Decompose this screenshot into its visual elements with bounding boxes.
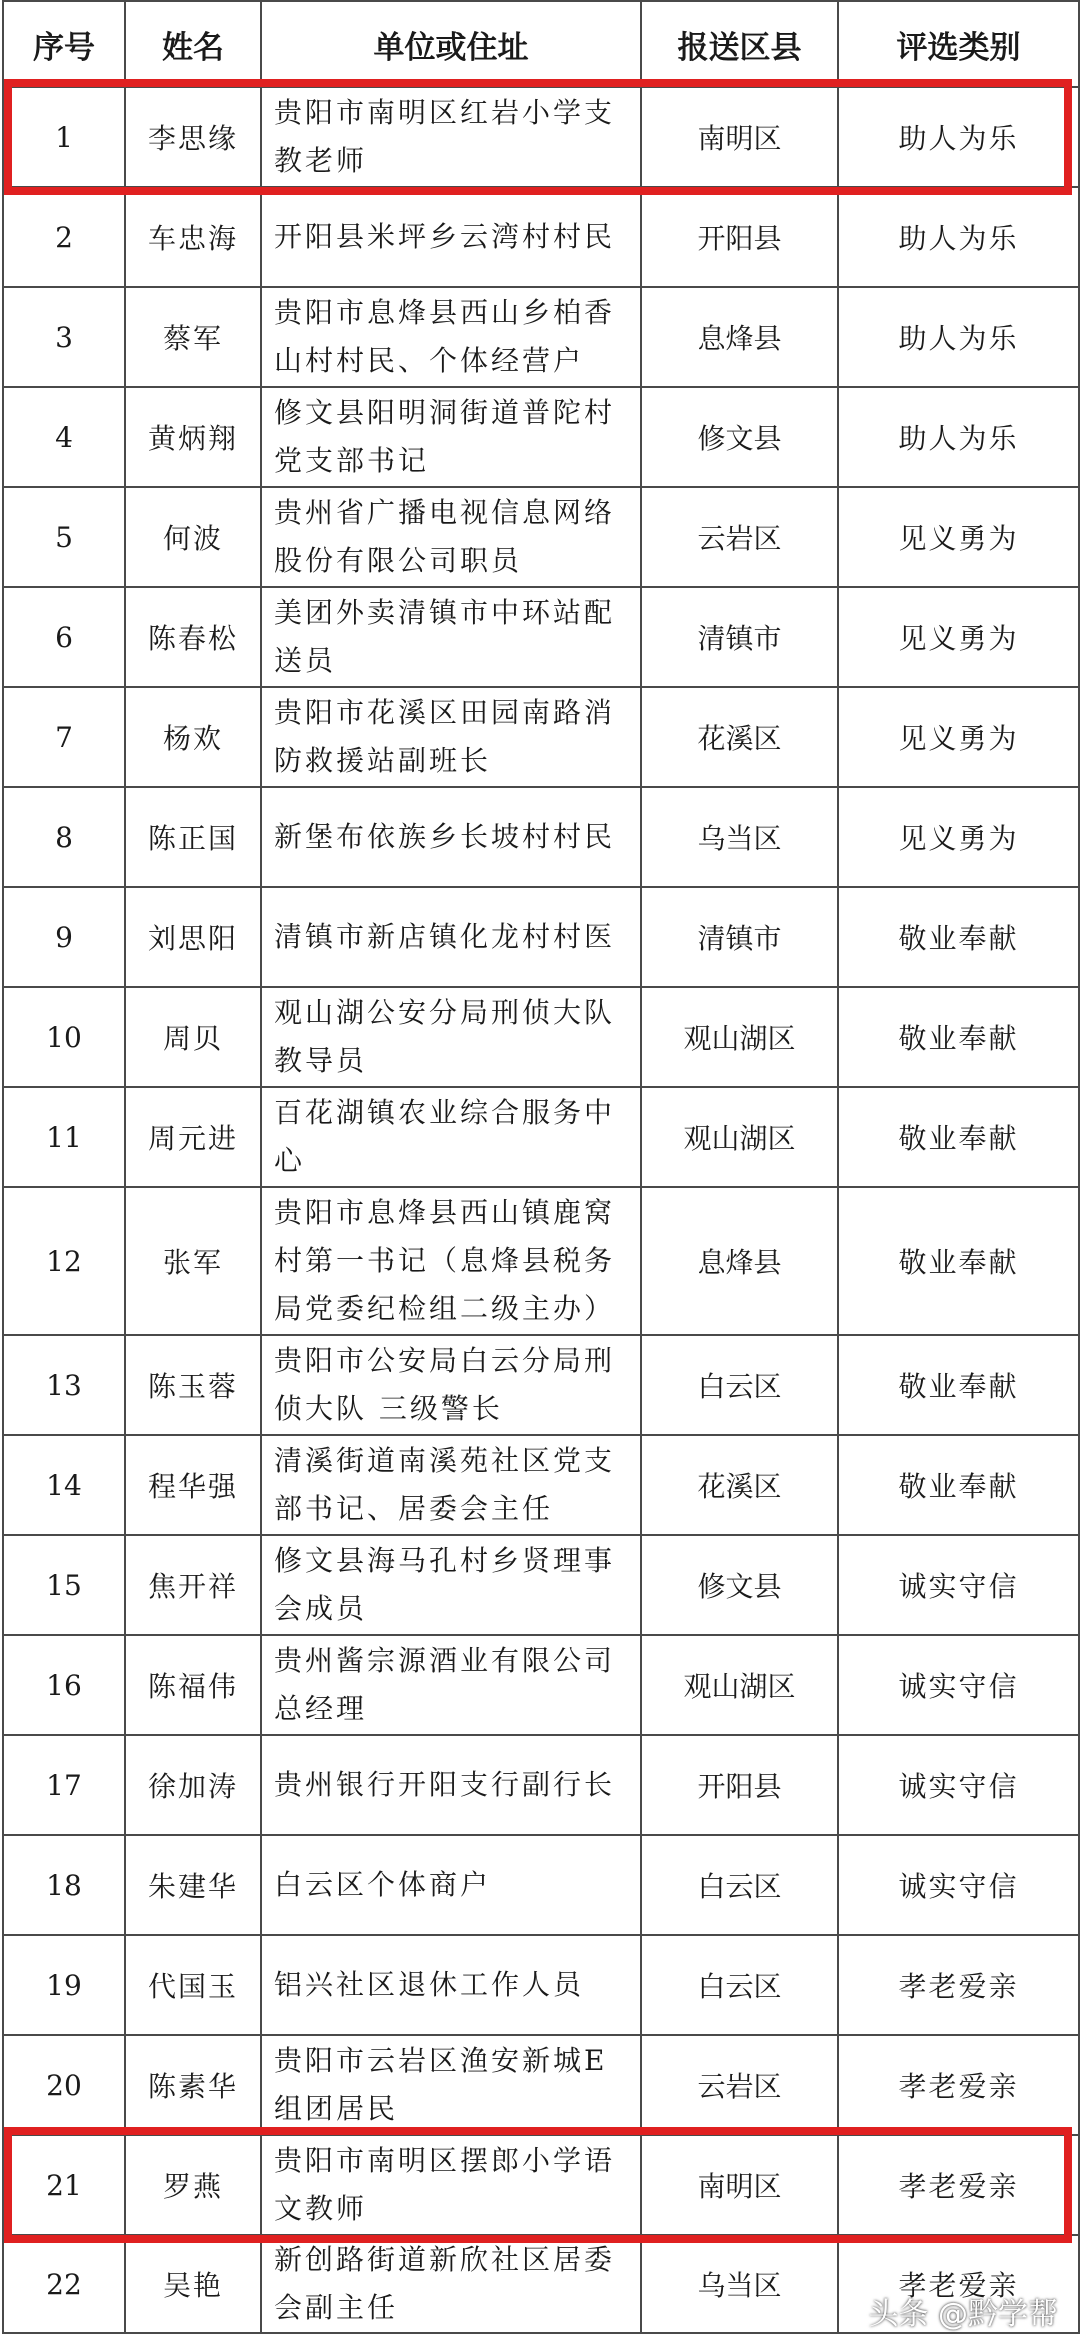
cell-district: 花溪区	[641, 1435, 838, 1535]
cell-category: 助人为乐	[838, 87, 1079, 187]
cell-district: 开阳县	[641, 187, 838, 287]
cell-unit: 铝兴社区退休工作人员	[261, 1935, 641, 2035]
cell-district: 花溪区	[641, 687, 838, 787]
table-row	[3, 1735, 1079, 1835]
header-unit: 单位或住址	[261, 1, 641, 87]
table-row	[3, 1635, 1079, 1735]
table-row	[3, 1187, 1079, 1335]
cell-unit: 开阳县米坪乡云湾村村民	[261, 187, 641, 287]
cell-district: 清镇市	[641, 887, 838, 987]
cell-name: 罗燕	[125, 2135, 261, 2235]
cell-unit: 贵州银行开阳支行副行长	[261, 1735, 641, 1835]
cell-district: 乌当区	[641, 787, 838, 887]
cell-no: 15	[3, 1535, 125, 1635]
table-row	[3, 787, 1079, 887]
cell-district: 云岩区	[641, 2035, 838, 2135]
cell-category: 见义勇为	[838, 587, 1079, 687]
cell-no: 20	[3, 2035, 125, 2135]
table-row	[3, 1335, 1079, 1435]
cell-name: 李思缘	[125, 87, 261, 187]
table-row	[3, 487, 1079, 587]
cell-no: 10	[3, 987, 125, 1087]
cell-district: 清镇市	[641, 587, 838, 687]
cell-category: 诚实守信	[838, 1535, 1079, 1635]
cell-unit: 贵州酱宗源酒业有限公司总经理	[261, 1635, 641, 1735]
cell-no: 18	[3, 1835, 125, 1935]
cell-no: 8	[3, 787, 125, 887]
cell-no: 19	[3, 1935, 125, 2035]
cell-no: 6	[3, 587, 125, 687]
cell-category: 诚实守信	[838, 1835, 1079, 1935]
cell-category: 见义勇为	[838, 687, 1079, 787]
cell-unit: 清溪街道南溪苑社区党支部书记、居委会主任	[261, 1435, 641, 1535]
cell-name: 焦开祥	[125, 1535, 261, 1635]
cell-no: 22	[3, 2235, 125, 2333]
cell-unit: 贵州省广播电视信息网络股份有限公司职员	[261, 487, 641, 587]
cell-name: 黄炳翔	[125, 387, 261, 487]
cell-name: 吴艳	[125, 2235, 261, 2333]
cell-district: 息烽县	[641, 1187, 838, 1335]
table-body	[3, 87, 1079, 2333]
cell-category: 敬业奉献	[838, 1187, 1079, 1335]
cell-name: 张军	[125, 1187, 261, 1335]
cell-category: 敬业奉献	[838, 887, 1079, 987]
cell-category: 见义勇为	[838, 487, 1079, 587]
cell-category: 敬业奉献	[838, 1335, 1079, 1435]
cell-name: 何波	[125, 487, 261, 587]
cell-no: 13	[3, 1335, 125, 1435]
table-row	[3, 287, 1079, 387]
cell-category: 敬业奉献	[838, 1087, 1079, 1187]
cell-no: 9	[3, 887, 125, 987]
table-row	[3, 1835, 1079, 1935]
cell-district: 白云区	[641, 1335, 838, 1435]
cell-name: 杨欢	[125, 687, 261, 787]
header-name: 姓名	[125, 1, 261, 87]
cell-district: 观山湖区	[641, 1635, 838, 1735]
cell-category: 孝老爱亲	[838, 2135, 1079, 2235]
cell-name: 蔡军	[125, 287, 261, 387]
cell-no: 7	[3, 687, 125, 787]
table-row	[3, 187, 1079, 287]
table-row	[3, 587, 1079, 687]
cell-category: 诚实守信	[838, 1735, 1079, 1835]
cell-unit: 修文县海马孔村乡贤理事会成员	[261, 1535, 641, 1635]
cell-name: 陈正国	[125, 787, 261, 887]
cell-no: 16	[3, 1635, 125, 1735]
cell-no: 1	[3, 87, 125, 187]
cell-no: 12	[3, 1187, 125, 1335]
cell-district: 修文县	[641, 387, 838, 487]
table-row	[3, 887, 1079, 987]
table-row	[3, 87, 1079, 187]
cell-district: 南明区	[641, 87, 838, 187]
cell-district: 白云区	[641, 1935, 838, 2035]
cell-district: 观山湖区	[641, 987, 838, 1087]
cell-name: 刘思阳	[125, 887, 261, 987]
header-district: 报送区县	[641, 1, 838, 87]
cell-unit: 新创路街道新欣社区居委会副主任	[261, 2235, 641, 2333]
cell-unit: 清镇市新店镇化龙村村医	[261, 887, 641, 987]
cell-district: 南明区	[641, 2135, 838, 2235]
cell-name: 周贝	[125, 987, 261, 1087]
cell-category: 敬业奉献	[838, 987, 1079, 1087]
honor-list-table	[2, 0, 1080, 2334]
cell-district: 观山湖区	[641, 1087, 838, 1187]
cell-category: 见义勇为	[838, 787, 1079, 887]
table-row	[3, 387, 1079, 487]
cell-district: 修文县	[641, 1535, 838, 1635]
cell-unit: 修文县阳明洞街道普陀村党支部书记	[261, 387, 641, 487]
cell-district: 乌当区	[641, 2235, 838, 2333]
cell-category: 孝老爱亲	[838, 2035, 1079, 2135]
cell-unit: 贵阳市云岩区渔安新城E组团居民	[261, 2035, 641, 2135]
cell-name: 周元进	[125, 1087, 261, 1187]
cell-unit: 美团外卖清镇市中环站配送员	[261, 587, 641, 687]
cell-name: 车忠海	[125, 187, 261, 287]
table-row	[3, 1087, 1079, 1187]
cell-unit: 贵阳市息烽县西山镇鹿窝村第一书记（息烽县税务局党委纪检组二级主办）	[261, 1187, 641, 1335]
table-row	[3, 987, 1079, 1087]
cell-name: 代国玉	[125, 1935, 261, 2035]
cell-unit: 新堡布依族乡长坡村村民	[261, 787, 641, 887]
watermark: 头条 @黔学帮	[868, 2297, 1058, 2332]
cell-district: 白云区	[641, 1835, 838, 1935]
cell-category: 敬业奉献	[838, 1435, 1079, 1535]
cell-category: 助人为乐	[838, 387, 1079, 487]
cell-unit: 贵阳市公安局白云分局刑侦大队 三级警长	[261, 1335, 641, 1435]
cell-unit: 白云区个体商户	[261, 1835, 641, 1935]
cell-no: 11	[3, 1087, 125, 1187]
header-category: 评选类别	[838, 1, 1079, 87]
cell-name: 朱建华	[125, 1835, 261, 1935]
cell-no: 14	[3, 1435, 125, 1535]
cell-district: 云岩区	[641, 487, 838, 587]
cell-no: 17	[3, 1735, 125, 1835]
cell-name: 徐加涛	[125, 1735, 261, 1835]
table-row	[3, 2135, 1079, 2235]
cell-category: 助人为乐	[838, 287, 1079, 387]
cell-unit: 观山湖公安分局刑侦大队教导员	[261, 987, 641, 1087]
cell-unit: 贵阳市息烽县西山乡柏香山村村民、个体经营户	[261, 287, 641, 387]
cell-district: 息烽县	[641, 287, 838, 387]
cell-no: 4	[3, 387, 125, 487]
cell-name: 陈素华	[125, 2035, 261, 2135]
cell-category: 助人为乐	[838, 187, 1079, 287]
cell-category: 孝老爱亲	[838, 2235, 1079, 2333]
cell-name: 陈福伟	[125, 1635, 261, 1735]
cell-category: 孝老爱亲	[838, 1935, 1079, 2035]
cell-no: 3	[3, 287, 125, 387]
table-header-row	[3, 1, 1079, 87]
table-row	[3, 2035, 1079, 2135]
cell-unit: 贵阳市南明区摆郎小学语文教师	[261, 2135, 641, 2235]
cell-unit: 贵阳市南明区红岩小学支教老师	[261, 87, 641, 187]
table-row	[3, 1535, 1079, 1635]
cell-name: 陈玉蓉	[125, 1335, 261, 1435]
table-row	[3, 687, 1079, 787]
cell-unit: 贵阳市花溪区田园南路消防救援站副班长	[261, 687, 641, 787]
cell-no: 2	[3, 187, 125, 287]
cell-name: 陈春松	[125, 587, 261, 687]
cell-no: 21	[3, 2135, 125, 2235]
cell-district: 开阳县	[641, 1735, 838, 1835]
cell-no: 5	[3, 487, 125, 587]
table-row	[3, 1435, 1079, 1535]
cell-name: 程华强	[125, 1435, 261, 1535]
table-row	[3, 1935, 1079, 2035]
cell-unit: 百花湖镇农业综合服务中心	[261, 1087, 641, 1187]
header-no: 序号	[3, 1, 125, 87]
cell-category: 诚实守信	[838, 1635, 1079, 1735]
